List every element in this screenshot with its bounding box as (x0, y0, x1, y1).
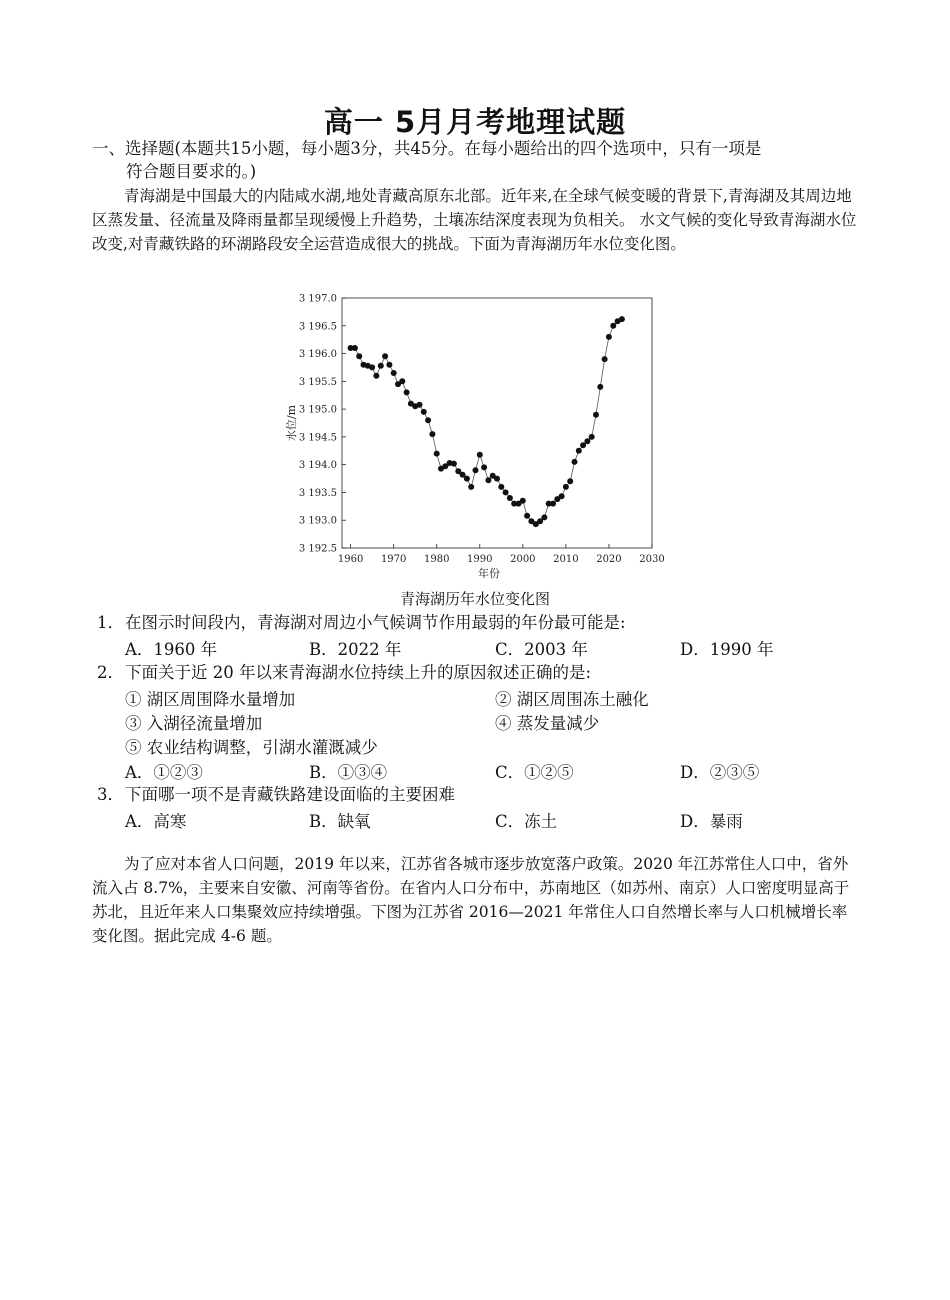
data-point (369, 364, 375, 370)
data-point (417, 402, 423, 408)
x-tick-label: 2010 (553, 554, 579, 565)
q2-item-3: ③ 入湖径流量增加 (125, 714, 263, 733)
data-point (597, 384, 603, 390)
passage-jiangsu-population: 为了应对本省人口问题，2019 年以来，江苏省各城市逐步放宽落户政策。2020 年江苏常住人口中，省外流入占 8.7%，主要来自安徽、河南等省份。在省内人口分布中，苏南地区（如苏州、南京）人口密度明显高于苏北，且近年来人口集聚效应持续增强。下图为江苏省 2016—2021 年常住人口自然增长率与人口机械增长率变化图。据此完成 4-6 题。 (92, 855, 850, 945)
x-tick-label: 1980 (423, 554, 450, 565)
question-1-text: 在图示时间段内，青海湖对周边小气候调节作用最弱的年份最可能是: (125, 613, 626, 632)
y-tick-label: 3 194.5 (298, 432, 337, 444)
section-heading-line2: 符合题目要求的。) (126, 162, 257, 181)
data-point (576, 448, 582, 454)
data-point (473, 467, 479, 473)
chart-caption: 青海湖历年水位变化图 (399, 590, 550, 608)
data-point (425, 417, 431, 423)
water-level-line (351, 319, 622, 524)
q2-option-d[interactable]: D．②③⑤ (680, 763, 760, 782)
y-tick-label: 3 195.0 (298, 404, 337, 416)
y-tick-label: 3 193.0 (298, 515, 337, 527)
y-axis-label: 水位/m (285, 404, 298, 442)
question-2-number: 2． (97, 663, 124, 682)
q2-item-5: ⑤ 农业结构调整，引湖水灌溉减少 (125, 738, 378, 757)
data-point (477, 452, 483, 458)
data-point (382, 353, 388, 359)
water-level-chart-svg (282, 288, 668, 584)
data-point (356, 353, 362, 359)
q2-option-c[interactable]: C．①②⑤ (495, 763, 574, 782)
y-tick-label: 3 193.5 (298, 487, 337, 499)
data-point (602, 356, 608, 362)
question-3 (97, 783, 877, 807)
data-point (520, 498, 526, 504)
y-tick-label: 3 197.0 (298, 293, 337, 305)
data-point (550, 501, 556, 507)
x-axis-label: 年份 (478, 567, 500, 580)
water-level-chart (282, 288, 668, 584)
data-point (451, 461, 457, 467)
x-tick-label: 2000 (510, 554, 536, 565)
data-point (485, 477, 491, 483)
question-3-text: 下面哪一项不是青藏铁路建设面临的主要困难 (125, 785, 455, 804)
x-tick-label: 2020 (596, 554, 622, 565)
y-tick-label: 3 194.0 (298, 460, 337, 472)
data-point (373, 373, 379, 379)
data-point (606, 334, 612, 340)
question-1 (97, 611, 877, 635)
data-point (610, 323, 616, 329)
q3-option-d[interactable]: D．暴雨 (680, 812, 743, 831)
data-point (559, 493, 565, 499)
data-point (386, 362, 392, 368)
x-tick-label: 1990 (467, 554, 493, 565)
data-point (524, 513, 530, 519)
data-point (572, 459, 578, 465)
y-tick-label: 3 192.5 (298, 543, 337, 555)
data-point (352, 345, 358, 351)
question-3-number: 3． (97, 785, 124, 804)
q1-option-d[interactable]: D．1990 年 (680, 640, 774, 659)
data-point (619, 316, 625, 322)
q2-option-a[interactable]: A．①②③ (125, 763, 203, 782)
data-point (589, 434, 595, 440)
data-point (567, 478, 573, 484)
passage-qinghai-lake: 青海湖是中国最大的内陆咸水湖,地处青藏高原东北部。近年来,在全球气候变暖的背景下,青海湖及其周边地区蒸发量、径流量及降雨量都呈现缓慢上升趋势，土壤冻结深度表现为负相关。 水文气候的变化导致青海湖水位改变,对青藏铁路的环湖路段安全运营造成很大的挑战。下面为青海湖历年水位变化图。 (92, 187, 857, 253)
y-tick-label: 3 196.5 (298, 321, 337, 333)
data-point (498, 484, 504, 490)
q1-option-b[interactable]: B．2022 年 (309, 640, 402, 659)
page-title: 高一 5月月考地理试题 (323, 105, 627, 139)
data-point (494, 476, 500, 482)
data-point (541, 514, 547, 520)
data-point (378, 363, 384, 369)
data-point (399, 378, 405, 384)
question-2 (97, 661, 877, 685)
y-tick-label: 3 195.5 (298, 376, 337, 388)
q2-option-b[interactable]: B．①③④ (309, 763, 388, 782)
x-tick-label: 1960 (337, 554, 364, 565)
q3-option-c[interactable]: C．冻土 (495, 812, 558, 831)
data-point (468, 484, 474, 490)
question-2-text: 下面关于近 20 年以来青海湖水位持续上升的原因叙述正确的是: (125, 663, 592, 682)
section-heading (92, 137, 872, 183)
x-tick-label: 1970 (380, 554, 407, 565)
q3-option-b[interactable]: B．缺氧 (309, 812, 371, 831)
q2-item-1: ① 湖区周围降水量增加 (125, 690, 296, 709)
data-point (421, 409, 427, 415)
section-heading-line1: 一、选择题(本题共15小题，每小题3分，共45分。在每小题给出的四个选项中，只有一项是 (92, 139, 762, 158)
q1-option-c[interactable]: C．2003 年 (495, 640, 588, 659)
data-point (429, 431, 435, 437)
plot-frame (342, 298, 652, 548)
question-1-number: 1． (97, 613, 124, 632)
data-point (563, 484, 569, 490)
data-point (584, 438, 590, 444)
q1-option-a[interactable]: A．1960 年 (125, 640, 218, 659)
data-point (503, 489, 509, 495)
y-tick-label: 3 196.0 (298, 349, 337, 361)
data-point (464, 476, 470, 482)
q2-item-4: ④ 蒸发量减少 (495, 714, 600, 733)
data-point (404, 389, 410, 395)
q3-option-a[interactable]: A．高寒 (125, 812, 187, 831)
data-point (507, 495, 513, 501)
q2-item-2: ② 湖区周围冻土融化 (495, 690, 649, 709)
data-point (593, 412, 599, 418)
data-point (434, 451, 440, 457)
data-point (391, 370, 397, 376)
data-point (481, 464, 487, 470)
x-tick-label: 2030 (639, 554, 665, 565)
